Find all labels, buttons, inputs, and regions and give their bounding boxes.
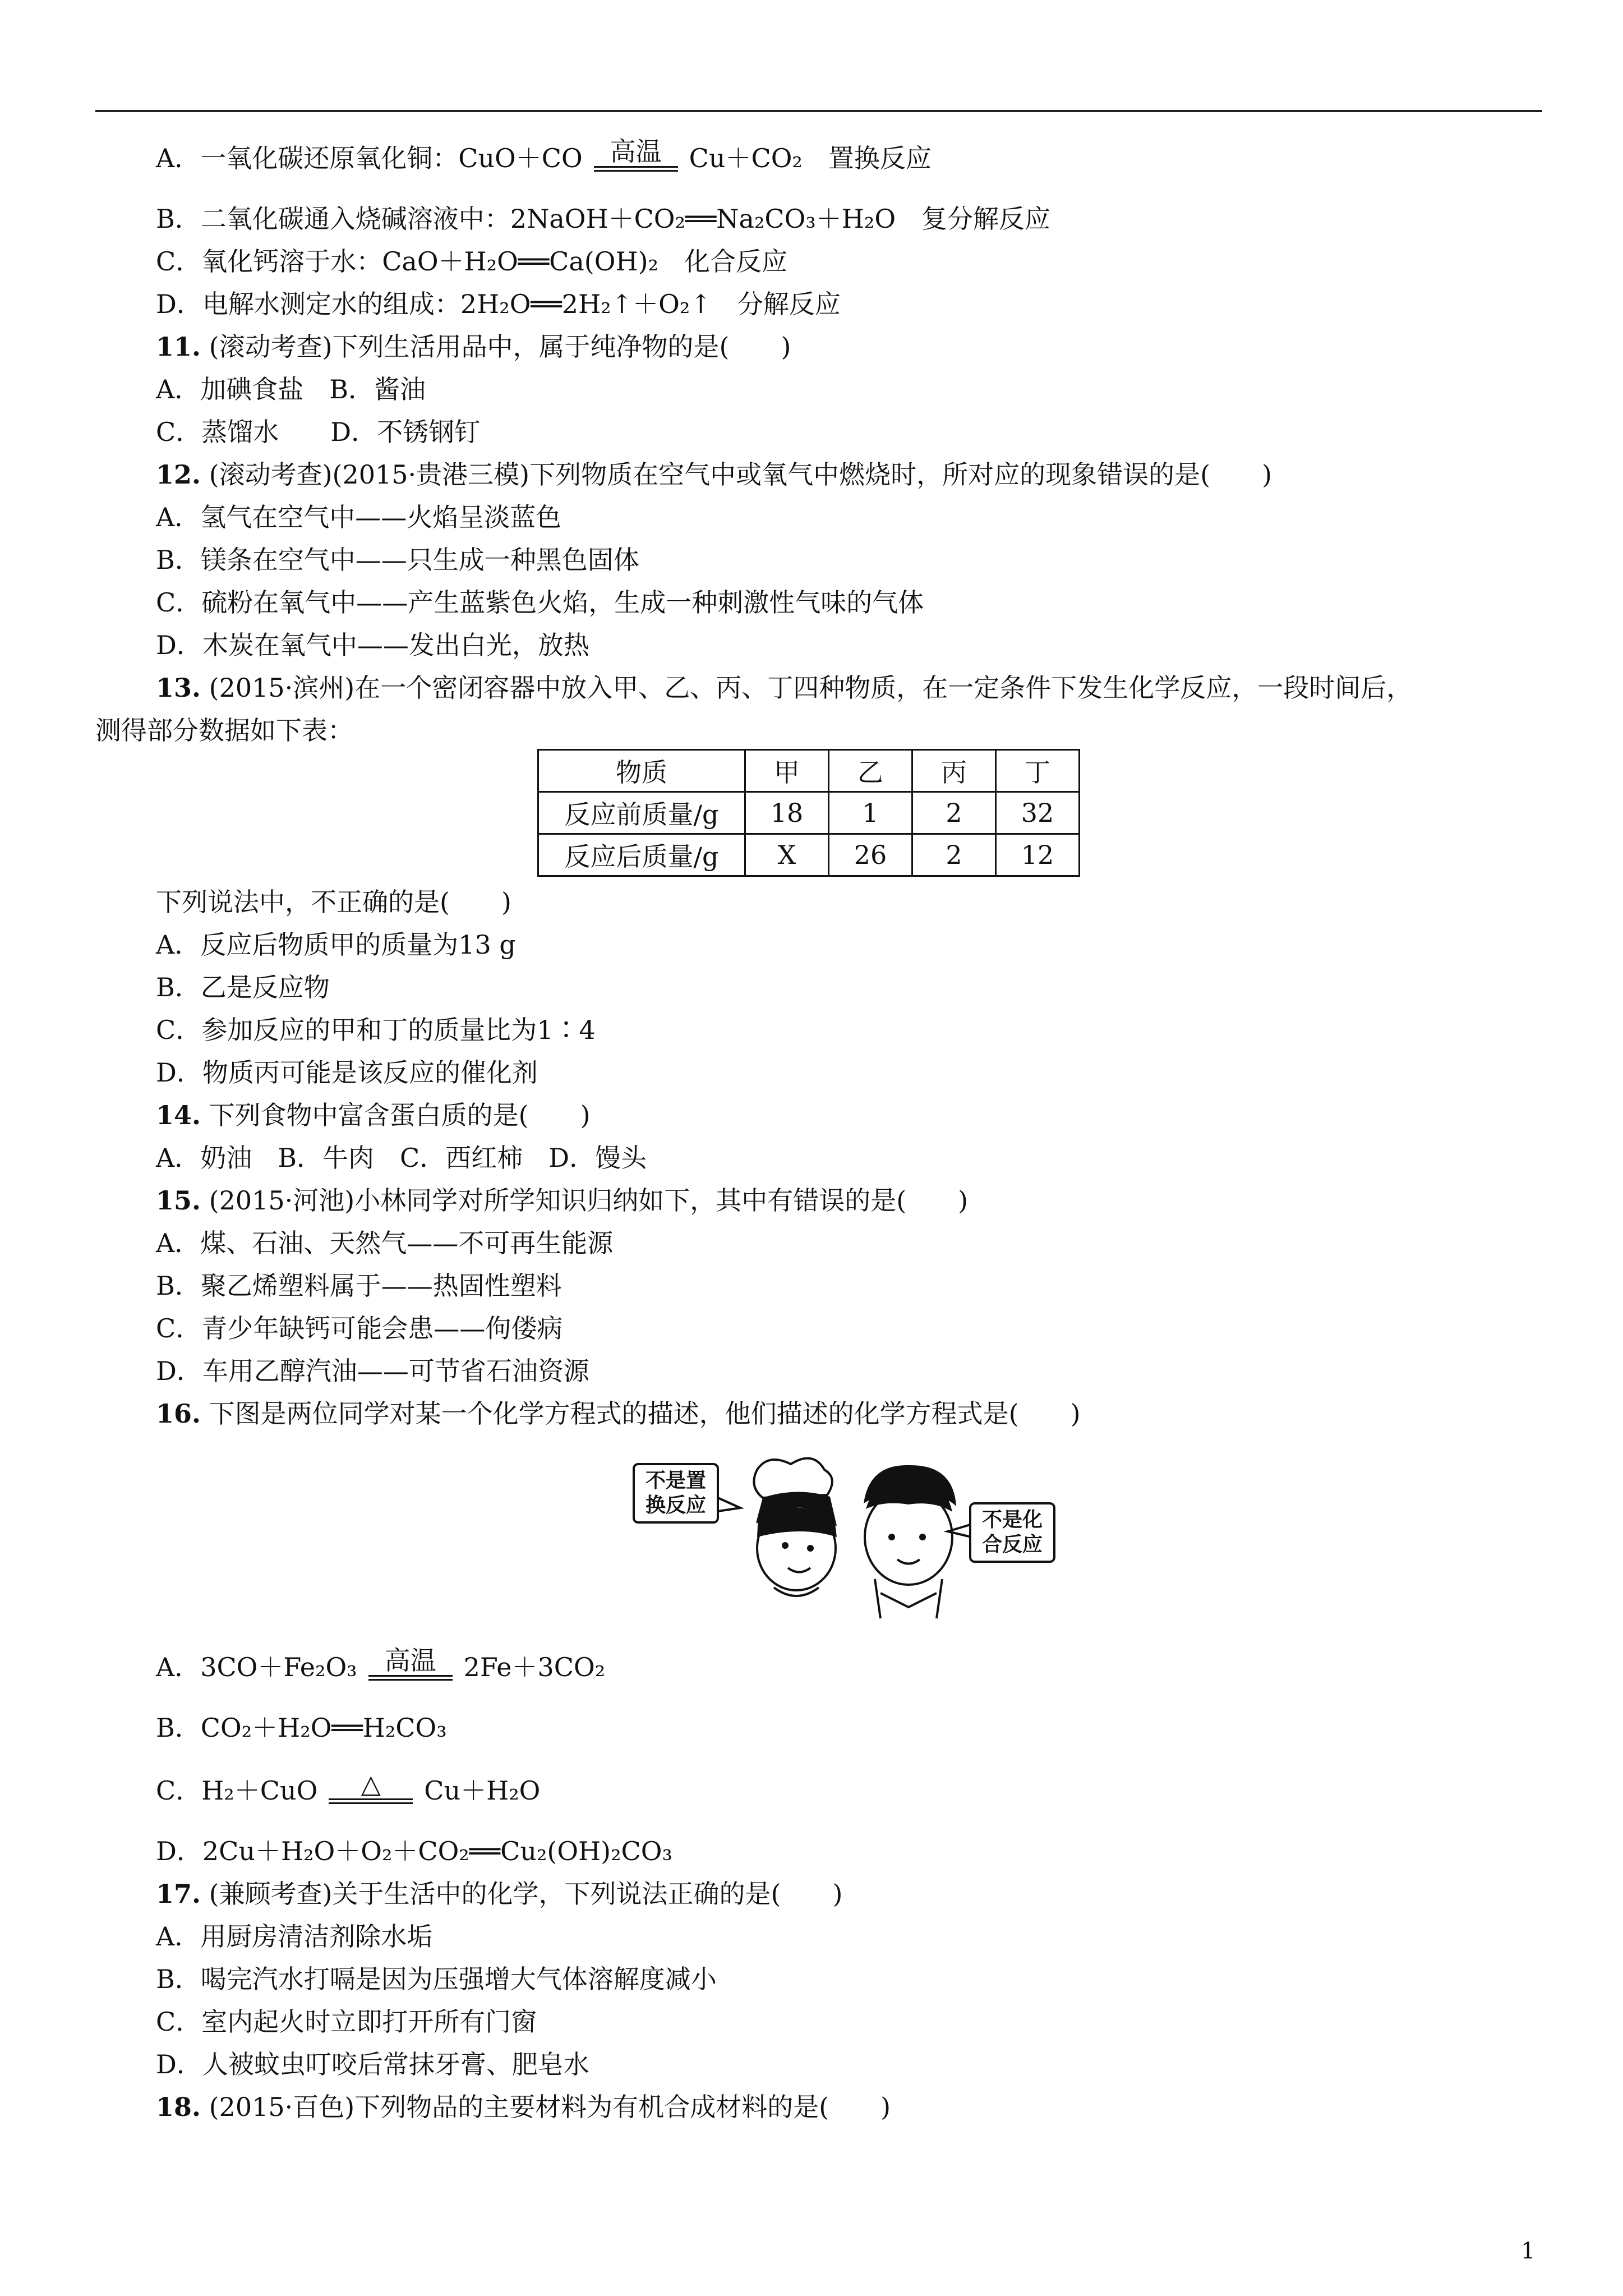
- table-cell: 丙: [912, 750, 996, 792]
- table-cell: 乙: [829, 750, 912, 792]
- q14-options: A．奶油 B．牛肉 C．西红柿 D．馒头: [156, 1143, 647, 1173]
- q12-option-d: D．木炭在氧气中——发出白光，放热: [156, 630, 589, 660]
- q17-stem: [156, 1877, 842, 1911]
- question-number: 15.: [156, 1185, 201, 1216]
- question-number: 13.: [156, 673, 201, 703]
- question-text: 下图是两位同学对某一个化学方程式的描述，他们描述的化学方程式是( ): [209, 1398, 1081, 1429]
- q10-option-a: [156, 136, 932, 175]
- q11-stem: [156, 330, 791, 364]
- table-cell: 32: [996, 792, 1080, 834]
- heat-triangle-icon: △: [361, 1769, 381, 1799]
- q14-stem: [156, 1098, 591, 1132]
- two-students-figure: [628, 1453, 1060, 1621]
- q13-stem: [156, 671, 1412, 705]
- table-cell: 2: [912, 834, 996, 876]
- table-row: [538, 792, 1080, 834]
- q10-option-c: C．氧化钙溶于水：CaO＋H₂O══Ca(OH)₂ 化合反应: [156, 246, 787, 277]
- q16-c-suffix: Cu＋H₂O: [424, 1775, 541, 1806]
- bubble-text: 不是置: [645, 1469, 706, 1492]
- q10-a-text: A．一氧化碳还原氧化铜：CuO＋CO: [156, 143, 583, 173]
- table-cell: 反应后质量/g: [538, 834, 745, 876]
- question-text: (滚动考查)下列生活用品中，属于纯净物的是( ): [209, 332, 791, 362]
- q17-option-d: D．人被蚊虫叮咬后常抹牙膏、肥皂水: [156, 2049, 589, 2079]
- table-row: [538, 834, 1080, 876]
- bubble-text: 合反应: [981, 1533, 1043, 1556]
- question-text: (滚动考查)(2015·贵港三模)下列物质在空气中或氧气中燃烧时，所对应的现象错误的是( ): [209, 459, 1272, 490]
- q10-a-suffix: Cu＋CO₂ 置换反应: [689, 143, 932, 173]
- q16-option-d: D．2Cu＋H₂O＋O₂＋CO₂══Cu₂(OH)₂CO₃: [156, 1836, 672, 1866]
- q16-option-b: B．CO₂＋H₂O══H₂CO₃: [156, 1713, 447, 1743]
- condition-label: 高温: [384, 1645, 436, 1676]
- table-cell: 丁: [996, 750, 1080, 792]
- table-cell: 18: [745, 792, 829, 834]
- q13-stem-cont: 测得部分数据如下表：: [95, 715, 353, 746]
- equal-bar: [594, 166, 678, 172]
- q15-option-a: A．煤、石油、天然气——不可再生能源: [156, 1228, 614, 1258]
- bubble-text: 不是化: [981, 1508, 1043, 1531]
- question-number: 17.: [156, 1879, 201, 1909]
- bubble-text: 换反应: [645, 1494, 706, 1517]
- reaction-condition: [594, 137, 678, 172]
- question-number: 14.: [156, 1100, 201, 1130]
- equal-bar: [329, 1798, 413, 1804]
- q16-option-c: [156, 1769, 541, 1807]
- question-text: 下列食物中富含蛋白质的是( ): [209, 1100, 591, 1130]
- question-text: (2015·河池)小林同学对所学知识归纳如下，其中有错误的是( ): [209, 1185, 969, 1216]
- question-text: (2015·百色)下列物品的主要材料为有机合成材料的是( ): [209, 2092, 891, 2122]
- question-number: 11.: [156, 332, 201, 362]
- q13-data-table: [537, 749, 1080, 877]
- q12-option-c: C．硫粉在氧气中——产生蓝紫色火焰，生成一种刺激性气味的气体: [156, 587, 924, 618]
- q13-option-c: C．参加反应的甲和丁的质量比为1∶4: [156, 1015, 596, 1045]
- question-number: 16.: [156, 1398, 201, 1429]
- table-cell: 12: [996, 834, 1080, 876]
- q13-option-d: D．物质丙可能是该反应的催化剂: [156, 1057, 538, 1088]
- q17-option-a: A．用厨房清洁剂除水垢: [156, 1921, 433, 1952]
- q10-option-b: B．二氧化碳通入烧碱溶液中：2NaOH＋CO₂══Na₂CO₃＋H₂O 复分解反应: [156, 204, 1051, 234]
- q17-option-c: C．室内起火时立即打开所有门窗: [156, 2007, 537, 2037]
- q11-options-ab: A．加碘食盐 B．酱油: [156, 374, 426, 404]
- q12-option-b: B．镁条在空气中——只生成一种黑色固体: [156, 545, 639, 575]
- table-cell: 甲: [745, 750, 829, 792]
- q13-ask: 下列说法中，不正确的是( ): [156, 887, 511, 917]
- table-cell: X: [745, 834, 829, 876]
- q15-option-d: D．车用乙醇汽油——可节省石油资源: [156, 1356, 589, 1386]
- reaction-condition: [329, 1769, 413, 1804]
- speech-bubble-right: [975, 1508, 1050, 1557]
- table-header-row: [538, 750, 1080, 792]
- q10-option-d: D．电解水测定水的组成：2H₂O══2H₂↑＋O₂↑ 分解反应: [156, 289, 841, 319]
- q11-options-cd: C．蒸馏水 D．不锈钢钉: [156, 417, 481, 447]
- q16-stem: [156, 1397, 1081, 1430]
- q18-stem: [156, 2090, 891, 2124]
- q16-a-text: A．3CO＋Fe₂O₃: [156, 1652, 357, 1682]
- table-cell: 26: [829, 834, 912, 876]
- q15-option-b: B．聚乙烯塑料属于——热固性塑料: [156, 1271, 562, 1301]
- condition-label: 高温: [610, 136, 662, 167]
- reaction-condition: [368, 1646, 453, 1681]
- table-cell: 1: [829, 792, 912, 834]
- q16-option-a: [156, 1645, 606, 1684]
- q12-option-a: A．氢气在空气中——火焰呈淡蓝色: [156, 502, 562, 532]
- table-cell: 反应前质量/g: [538, 792, 745, 834]
- question-number: 12.: [156, 459, 201, 490]
- speech-bubble-left: [638, 1469, 713, 1518]
- equal-bar: [368, 1675, 453, 1681]
- page-number: 1: [1521, 2238, 1536, 2264]
- question-text: (兼顾考查)关于生活中的化学，下列说法正确的是( ): [209, 1879, 843, 1909]
- q16-c-text: C．H₂＋CuO: [156, 1775, 318, 1806]
- table-cell: 2: [912, 792, 996, 834]
- q16-a-suffix: 2Fe＋3CO₂: [463, 1652, 606, 1682]
- table-cell: 物质: [538, 750, 745, 792]
- question-number: 18.: [156, 2092, 201, 2122]
- header-rule: [95, 110, 1542, 112]
- question-text: (2015·滨州)在一个密闭容器中放入甲、乙、丙、丁四种物质，在一定条件下发生化学反应，一段时间后，: [209, 673, 1413, 703]
- q12-stem: [156, 458, 1272, 491]
- q17-option-b: B．喝完汽水打嗝是因为压强增大气体溶解度减小: [156, 1964, 717, 1994]
- q15-option-c: C．青少年缺钙可能会患——佝偻病: [156, 1313, 563, 1343]
- q13-option-a: A．反应后物质甲的质量为13 g: [156, 930, 516, 960]
- q15-stem: [156, 1184, 968, 1217]
- q13-option-b: B．乙是反应物: [156, 972, 330, 1002]
